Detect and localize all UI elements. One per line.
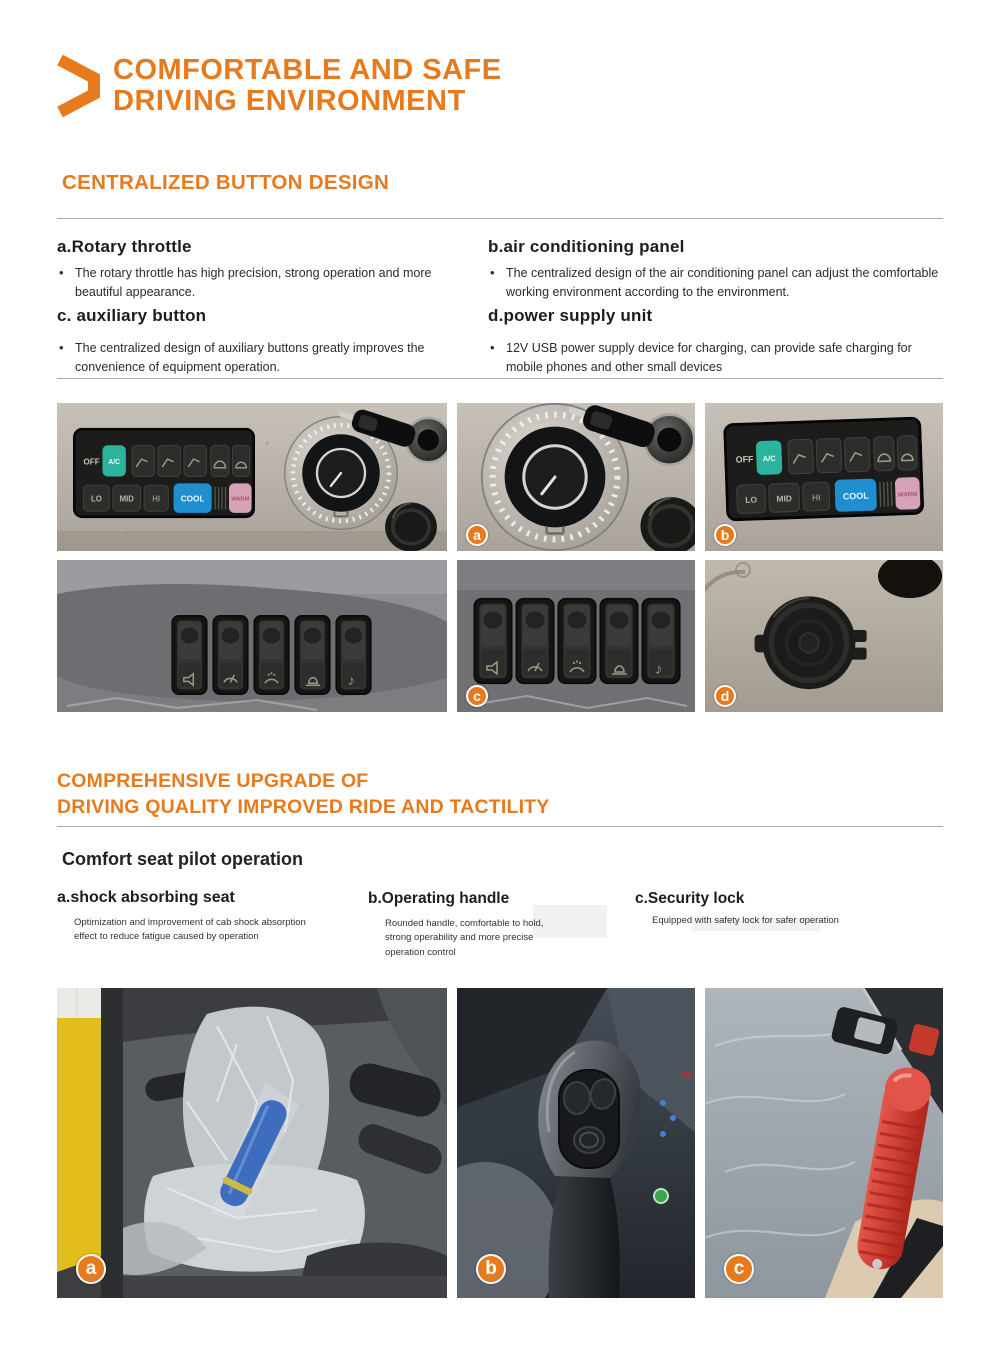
feature-title: c. auxiliary button [57,306,207,325]
photo-label-b: b [714,524,736,546]
feature-title: b.air conditioning panel [488,237,685,256]
divider [57,826,943,827]
photo-label-b: b [476,1254,506,1284]
photo-label-c: c [466,685,488,707]
photo-grid-comfort [57,988,943,1298]
page-title [113,55,502,117]
photo-security-lock [705,988,943,1298]
photo-label-a: a [466,524,488,546]
feature-desc: Equipped with safety lock for safer operation [652,915,839,926]
feature-title: c.Security lock [635,890,745,907]
photo-dashboard-overview [57,403,447,551]
feature-title: a.Rotary throttle [57,237,192,256]
feature-security-lock [635,890,865,928]
photo-grid-buttons [57,403,943,712]
photo-power-outlet [705,560,943,712]
feature-desc: Rounded handle, comfortable to hold, strong operability and more precise operation control [385,918,544,958]
photo-label-c: c [724,1254,754,1284]
photo-switch-row-overview [57,560,447,712]
photo-rotary-throttle [457,403,695,551]
page-title-line2: DRIVING ENVIRONMENT [113,85,466,117]
section2-heading-line2: DRIVING QUALITY IMPROVED RIDE AND TACTILITY [57,796,550,818]
feature-power-supply [488,306,946,376]
feature-desc: • 12V USB power supply device for charging, can provide safe charging for mobile phones and other small devices [488,339,946,376]
divider [57,378,943,379]
divider [57,218,943,219]
feature-auxiliary-button [57,306,457,376]
section2-heading [57,768,550,820]
feature-desc: • The centralized design of the air conditioning panel can adjust the comfortable working environment according to the environment. [488,264,946,301]
photo-auxiliary-buttons [457,560,695,712]
photo-label-d: d [714,685,736,707]
feature-title: d.power supply unit [488,306,653,325]
feature-shock-absorbing-seat [57,889,307,945]
section1-heading: CENTRALIZED BUTTON DESIGN [62,171,390,194]
feature-title: a.shock absorbing seat [57,889,235,906]
page-title-line1: COMFORTABLE AND SAFE [113,54,502,86]
photo-label-a: a [76,1254,106,1284]
feature-rotary-throttle [57,237,457,301]
photo-operating-handle [457,988,695,1298]
feature-desc: • The centralized design of auxiliary buttons greatly improves the convenience of equipment operation. [57,339,457,376]
feature-desc: • The rotary throttle has high precision, strong operation and more beautiful appearance. [57,264,457,301]
section2-subheading: Comfort seat pilot operation [62,849,304,869]
feature-desc: Optimization and improvement of cab shock absorption effect to reduce fatigue caused by operation [74,917,306,943]
feature-operating-handle [368,890,568,960]
brand-chevron-icon [54,52,102,120]
feature-ac-panel [488,237,946,301]
section2-heading-line1: COMPREHENSIVE UPGRADE OF [57,770,369,792]
photo-shock-absorbing-seat [57,988,447,1298]
photo-ac-panel [705,403,943,551]
feature-title: b.Operating handle [368,890,510,907]
